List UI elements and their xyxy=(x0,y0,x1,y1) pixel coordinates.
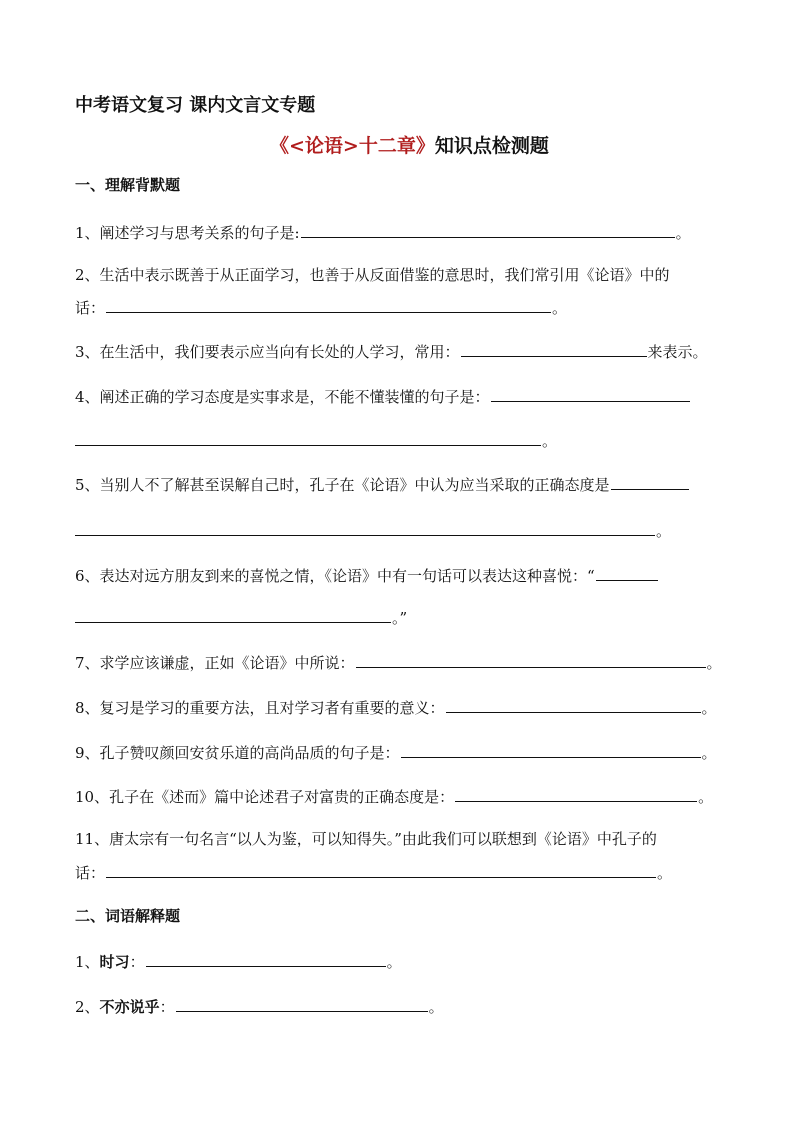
answer-blank[interactable] xyxy=(611,474,689,490)
answer-blank[interactable] xyxy=(491,386,690,402)
question-end: 。 xyxy=(675,224,691,242)
answer-blank[interactable] xyxy=(176,996,428,1012)
worksheet-title-red: 《<论语>十二章》 xyxy=(270,135,435,157)
answer-blank[interactable] xyxy=(146,951,386,967)
answer-blank-continued[interactable] xyxy=(75,520,655,536)
question-end: 。” xyxy=(392,609,408,627)
question-end: 。 xyxy=(657,864,673,882)
question-2-line-2 xyxy=(75,297,567,318)
question-end: 。 xyxy=(552,299,568,317)
question-end: 。 xyxy=(706,654,722,672)
question-6-line-2 xyxy=(75,607,407,628)
question-1 xyxy=(75,222,691,243)
question-9 xyxy=(75,742,717,763)
worksheet-title-rest: 知识点检测题 xyxy=(434,135,549,157)
answer-blank[interactable] xyxy=(401,742,701,758)
question-end: 。 xyxy=(701,699,717,717)
answer-blank-continued[interactable] xyxy=(75,430,541,446)
question-end: 。 xyxy=(542,432,558,450)
worksheet-title xyxy=(270,136,549,156)
answer-blank[interactable] xyxy=(106,297,551,313)
question-end: 。 xyxy=(656,522,672,540)
question-colon: ： xyxy=(159,998,175,1016)
answer-blank[interactable] xyxy=(301,222,675,238)
question-end: 来表示。 xyxy=(647,343,708,361)
question-11-line-2 xyxy=(75,862,672,883)
question-text: 话： xyxy=(75,299,106,317)
question-5-line-2 xyxy=(75,520,671,541)
question-end: 。 xyxy=(428,998,444,1016)
question-text: 8、复习是学习的重要方法，且对学习者有重要的意义： xyxy=(75,699,445,717)
answer-blank[interactable] xyxy=(446,697,701,713)
question-end: 。 xyxy=(386,953,402,971)
question-4-line-2 xyxy=(75,430,557,451)
question-text: 话： xyxy=(75,864,106,882)
answer-blank[interactable] xyxy=(596,565,658,581)
question-4-line-1 xyxy=(75,386,691,407)
vocab-term: 时习 xyxy=(99,953,130,971)
section-heading-recitation: 一、理解背默题 xyxy=(75,176,181,194)
question-3 xyxy=(75,341,708,362)
answer-blank[interactable] xyxy=(461,341,647,357)
question-number: 1、 xyxy=(75,953,100,971)
section-heading-vocabulary: 二、词语解释题 xyxy=(75,907,181,925)
answer-blank[interactable] xyxy=(455,786,697,802)
question-6-line-1 xyxy=(75,565,659,586)
question-text: 10、孔子在《述而》篇中论述君子对富贵的正确态度是： xyxy=(75,788,455,806)
question-8 xyxy=(75,697,717,718)
question-text: 1、阐述学习与思考关系的句子是: xyxy=(75,224,300,242)
question-11-line-1: 11、唐太宗有一句名言“以人为鉴，可以知得失。”由此我们可以联想到《论语》中孔子的 xyxy=(75,830,657,848)
question-end: 。 xyxy=(701,744,717,762)
question-2-line-1: 2、生活中表示既善于从正面学习，也善于从反面借鉴的意思时，我们常引用《论语》中的 xyxy=(75,266,670,284)
vocab-term: 不亦说乎 xyxy=(99,998,160,1016)
question-end: 。 xyxy=(698,788,714,806)
question-text: 5、当别人不了解甚至误解自己时，孔子在《论语》中认为应当采取的正确态度是 xyxy=(75,476,610,494)
answer-blank[interactable] xyxy=(106,862,656,878)
question-text: 7、求学应该谦虚，正如《论语》中所说： xyxy=(75,654,355,672)
vocab-question-1 xyxy=(75,951,402,972)
question-text: 3、在生活中，我们要表示应当向有长处的人学习，常用： xyxy=(75,343,460,361)
question-text: 9、孔子赞叹颜回安贫乐道的高尚品质的句子是： xyxy=(75,744,400,762)
question-10 xyxy=(75,786,713,807)
question-colon: ： xyxy=(129,953,145,971)
question-7 xyxy=(75,652,722,673)
question-5-line-1 xyxy=(75,474,690,495)
answer-blank[interactable] xyxy=(356,652,706,668)
answer-blank-continued[interactable] xyxy=(75,607,391,623)
question-number: 2、 xyxy=(75,998,100,1016)
vocab-question-2 xyxy=(75,996,444,1017)
document-title: 中考语文复习 课内文言文专题 xyxy=(75,95,316,116)
question-text: 6、表达对远方朋友到来的喜悦之情，《论语》中有一句话可以表达这种喜悦：“ xyxy=(75,567,595,585)
question-text: 4、阐述正确的学习态度是实事求是，不能不懂装懂的句子是： xyxy=(75,388,490,406)
